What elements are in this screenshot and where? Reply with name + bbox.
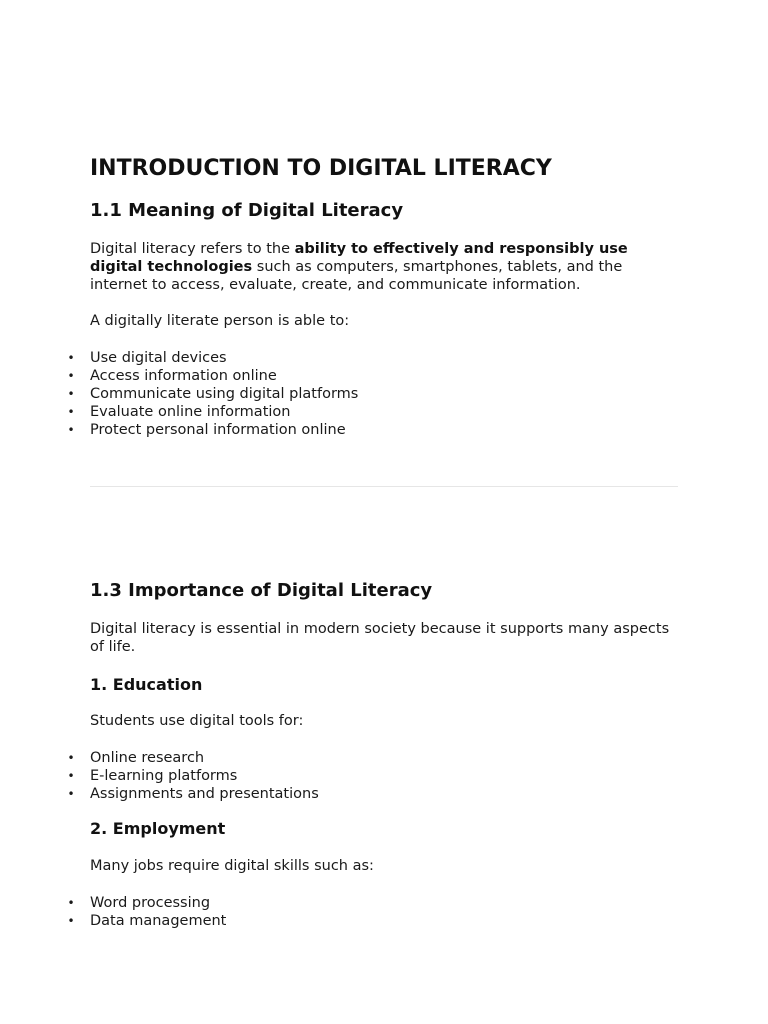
employment-text: Many jobs require digital skills such as:	[90, 858, 374, 874]
bullet-icon: •	[67, 787, 75, 801]
definition-emphasis: ability to effectively and responsibly use digital technologies	[90, 241, 628, 275]
definition-text-start: Digital literacy refers to the	[90, 241, 295, 257]
bullet-icon: •	[67, 405, 75, 419]
employment-list	[67, 894, 227, 930]
list-item	[67, 421, 358, 439]
section-heading-meaning: 1.1 Meaning of Digital Literacy	[90, 200, 404, 221]
abilities-list	[67, 349, 359, 439]
bullet-icon: •	[67, 896, 75, 910]
list-item-label: Word processing	[90, 895, 211, 911]
list-item-label: Evaluate online information	[90, 404, 291, 420]
bullet-icon: •	[67, 369, 75, 383]
bullet-icon: •	[67, 751, 75, 765]
literate-person-intro: A digitally literate person is able to:	[90, 313, 350, 329]
list-item	[67, 894, 226, 912]
list-item	[67, 367, 358, 385]
list-item	[67, 912, 227, 930]
list-item	[67, 385, 359, 403]
bullet-icon: •	[67, 769, 75, 783]
education-text: Students use digital tools for:	[90, 713, 304, 729]
list-item-label: Data management	[90, 913, 227, 929]
bullet-icon: •	[67, 423, 75, 437]
list-item-label: Assignments and presentations	[90, 786, 319, 802]
list-item	[67, 785, 319, 803]
list-item	[67, 749, 319, 767]
section-heading-importance: 1.3 Importance of Digital Literacy	[90, 580, 433, 601]
list-item-label: Protect personal information online	[90, 422, 346, 438]
list-item-label: Online research	[90, 750, 205, 766]
education-list	[67, 749, 319, 803]
list-item-label: Use digital devices	[90, 350, 227, 366]
section-divider	[90, 486, 678, 487]
list-item-label: Access information online	[90, 368, 277, 384]
bullet-icon: •	[67, 387, 75, 401]
subheading-employment: 2. Employment	[90, 819, 226, 838]
list-item	[67, 767, 319, 785]
list-item-label: Communicate using digital platforms	[90, 386, 359, 402]
list-item	[67, 349, 358, 367]
definition-paragraph	[90, 240, 680, 294]
definition-text-end: such as computers, smartphones, tablets, and the internet to access, evaluate, create, and communicate information.	[90, 259, 623, 293]
list-item	[67, 403, 358, 421]
bullet-icon: •	[67, 914, 75, 928]
bullet-icon: •	[67, 351, 75, 365]
document-title: INTRODUCTION TO DIGITAL LITERACY	[90, 156, 552, 181]
list-item-label: E-learning platforms	[90, 768, 238, 784]
importance-intro: Digital literacy is essential in modern society because it supports many aspects of life.	[90, 621, 670, 655]
subheading-education: 1. Education	[90, 675, 203, 694]
